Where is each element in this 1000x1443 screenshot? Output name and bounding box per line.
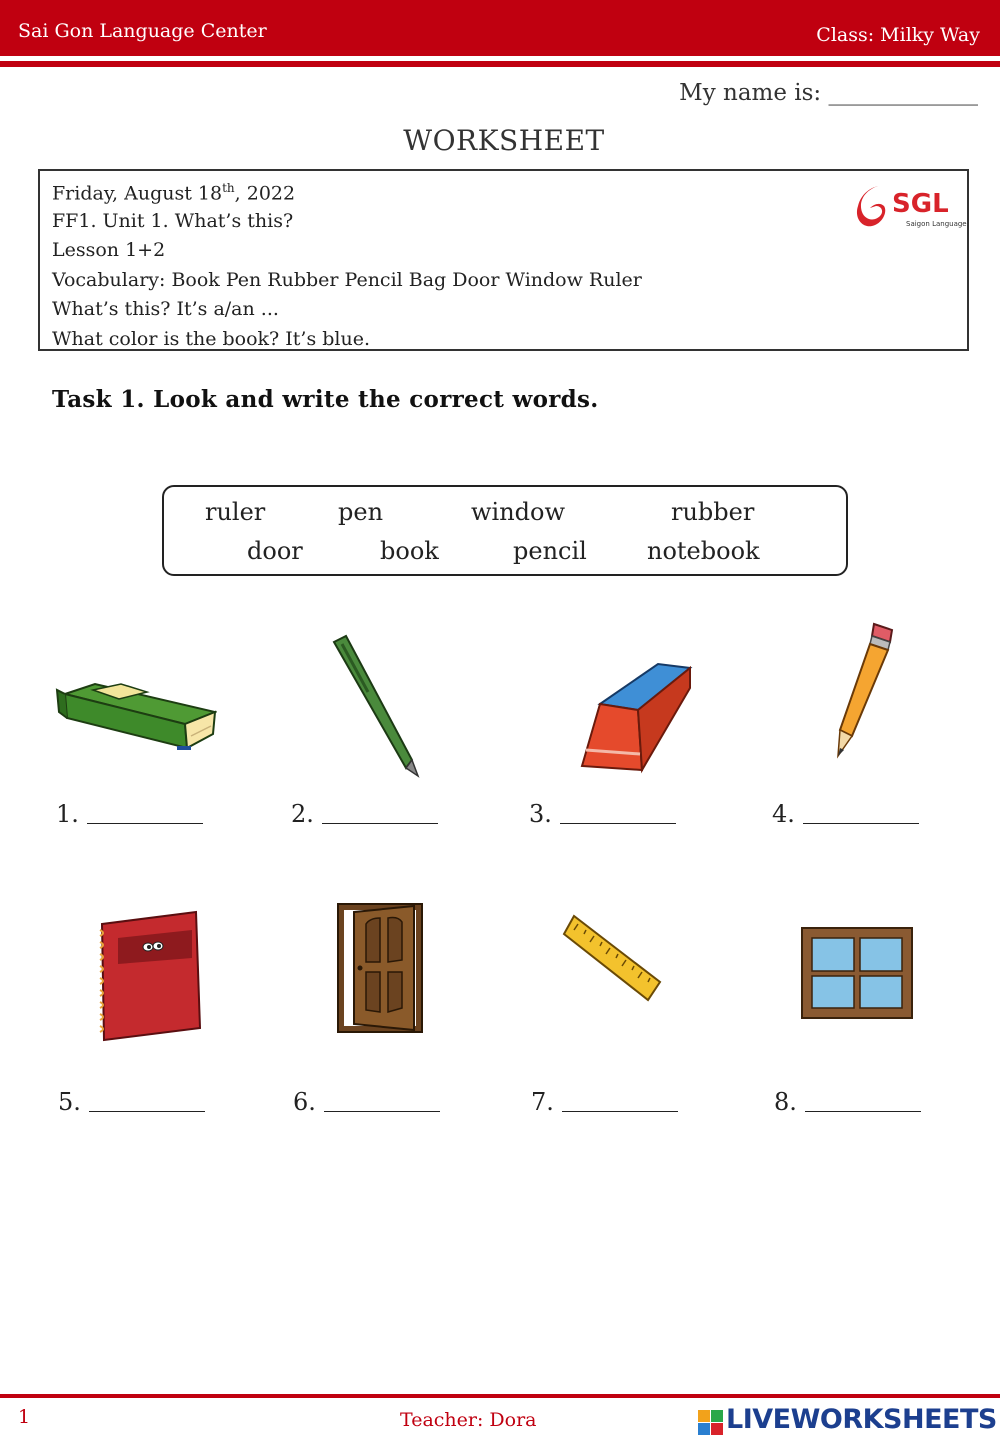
answer-blank[interactable] xyxy=(87,801,203,824)
answer-blank[interactable] xyxy=(562,1089,678,1112)
answer-number: 7. xyxy=(531,1088,554,1116)
answer-blank[interactable] xyxy=(322,801,438,824)
book-icon xyxy=(55,672,217,762)
pen-icon xyxy=(328,632,424,778)
center-name: Sai Gon Language Center xyxy=(18,20,267,42)
class-label: Class: Milky Way xyxy=(816,24,980,46)
window-icon xyxy=(800,926,914,1020)
rubber-icon xyxy=(578,658,696,776)
answer-blank[interactable] xyxy=(324,1089,440,1112)
answer-field-5[interactable] xyxy=(58,1088,205,1116)
notebook-icon xyxy=(96,910,204,1042)
lesson-date: Friday, August 18th, 2022 xyxy=(52,181,296,205)
lesson-pattern-1: What’s this? It’s a/an ... xyxy=(52,298,279,320)
word-bank-item: rubber xyxy=(671,498,755,526)
header-divider xyxy=(0,61,1000,67)
lesson-vocabulary: Vocabulary: Book Pen Rubber Pencil Bag Door Window Ruler xyxy=(52,269,642,291)
pencil-icon xyxy=(830,620,898,760)
word-bank-item: pen xyxy=(338,498,384,526)
answer-field-6[interactable] xyxy=(293,1088,440,1116)
sgl-swoosh-icon xyxy=(857,186,885,226)
task-1-title: Task 1. Look and write the correct words. xyxy=(52,386,599,413)
answer-number: 8. xyxy=(774,1088,797,1116)
answer-number: 2. xyxy=(291,800,314,828)
lesson-number: Lesson 1+2 xyxy=(52,239,166,261)
sgl-logo xyxy=(856,182,968,232)
word-bank-item: notebook xyxy=(647,537,760,565)
sgl-logo-tagline: Saigon Language xyxy=(906,220,967,228)
answer-field-8[interactable] xyxy=(774,1088,921,1116)
lesson-unit: FF1. Unit 1. What’s this? xyxy=(52,210,294,232)
answer-number: 3. xyxy=(529,800,552,828)
teacher-name: Teacher: Dora xyxy=(400,1409,537,1431)
word-bank-item: ruler xyxy=(205,498,266,526)
answer-blank[interactable] xyxy=(805,1089,921,1112)
footer-divider xyxy=(0,1394,1000,1398)
word-bank-item: door xyxy=(247,537,303,565)
word-bank-item: window xyxy=(471,498,566,526)
answer-field-2[interactable] xyxy=(291,800,438,828)
word-bank-item: pencil xyxy=(513,537,587,565)
door-icon xyxy=(336,902,426,1036)
answer-field-4[interactable] xyxy=(772,800,919,828)
answer-blank[interactable] xyxy=(803,801,919,824)
answer-number: 5. xyxy=(58,1088,81,1116)
answer-field-1[interactable] xyxy=(56,800,203,828)
ruler-icon xyxy=(562,912,664,1004)
answer-number: 4. xyxy=(772,800,795,828)
liveworksheets-logo-icon xyxy=(698,1408,724,1438)
lesson-pattern-2: What color is the book? It’s blue. xyxy=(52,328,371,350)
answer-number: 1. xyxy=(56,800,79,828)
answer-blank[interactable] xyxy=(560,801,676,824)
answer-field-3[interactable] xyxy=(529,800,676,828)
name-prompt: My name is: _____________ xyxy=(679,80,978,106)
page-number: 1 xyxy=(18,1406,31,1428)
answer-field-7[interactable] xyxy=(531,1088,678,1116)
page-title: WORKSHEET xyxy=(403,124,605,157)
sgl-logo-text: SGL xyxy=(892,189,949,219)
answer-number: 6. xyxy=(293,1088,316,1116)
liveworksheets-brand[interactable]: LIVEWORKSHEETS xyxy=(726,1404,997,1435)
answer-blank[interactable] xyxy=(89,1089,205,1112)
word-bank-item: book xyxy=(380,537,439,565)
